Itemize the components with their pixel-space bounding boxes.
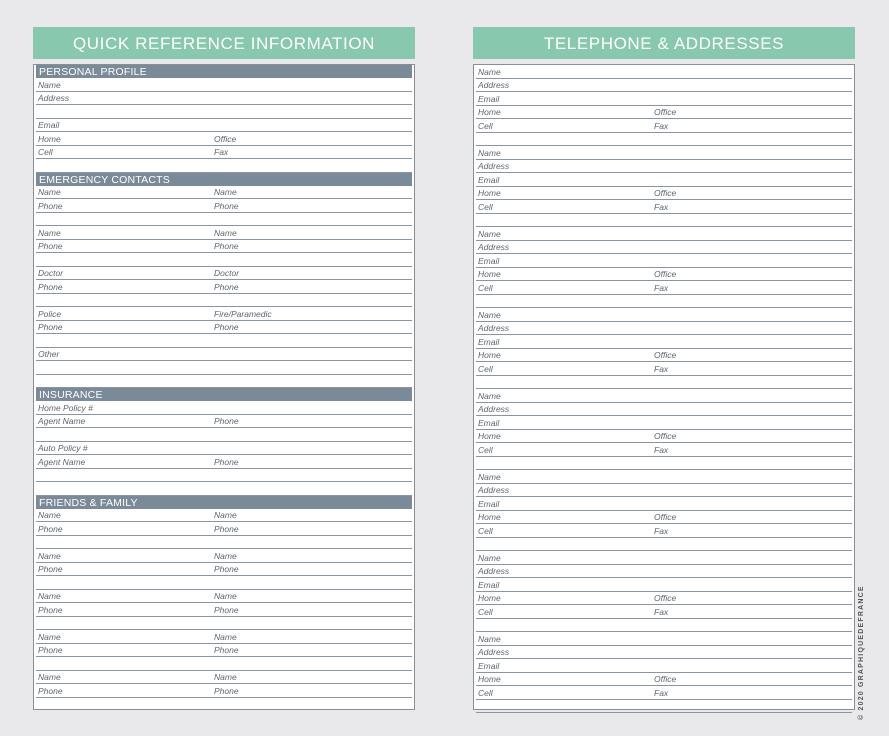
blank-line[interactable] [36, 375, 412, 389]
field-label: Cell [478, 201, 493, 212]
field-label: Fax [654, 282, 669, 293]
blank-line[interactable] [36, 253, 412, 267]
form-line[interactable] [476, 686, 852, 700]
blank-line[interactable] [476, 133, 852, 147]
field-label: Home [478, 674, 501, 684]
blank-line[interactable] [36, 213, 412, 227]
blank-line[interactable] [476, 619, 852, 633]
form-line[interactable] [36, 186, 412, 200]
form-line[interactable] [476, 659, 852, 673]
form-line[interactable] [476, 578, 852, 592]
blank-line[interactable] [476, 700, 852, 714]
blank-line[interactable] [36, 428, 412, 442]
form-line[interactable] [476, 403, 852, 417]
field-label: Phone [38, 281, 63, 292]
field-label: Home [478, 188, 501, 198]
form-line[interactable] [36, 522, 412, 536]
field-label: Cell [478, 363, 493, 374]
field-label: Phone [214, 281, 239, 292]
field-label: Phone [214, 685, 239, 696]
field-label: Phone [38, 604, 63, 615]
field-label: Address [38, 93, 70, 103]
form-line[interactable] [476, 551, 852, 565]
form-line[interactable] [36, 509, 412, 523]
form-line[interactable] [36, 644, 412, 658]
field-label: Name [214, 187, 237, 197]
section-heading: INSURANCE [36, 388, 412, 401]
form-line[interactable] [36, 226, 412, 240]
form-line[interactable] [36, 307, 412, 321]
field-label: Cell [478, 120, 493, 131]
field-label: Address [478, 485, 510, 495]
field-label: Home [478, 431, 501, 441]
blank-line[interactable] [476, 295, 852, 309]
form-line[interactable] [476, 187, 852, 201]
field-label: Address [478, 323, 510, 333]
field-label: Name [38, 550, 61, 561]
form-line[interactable] [476, 632, 852, 646]
field-label: Email [478, 417, 500, 428]
field-label: Cell [38, 147, 53, 157]
field-label: Fax [654, 120, 669, 131]
field-label: Address [478, 647, 510, 657]
form-line[interactable] [36, 78, 412, 92]
field-label: Cell [478, 282, 493, 293]
form-line[interactable] [476, 79, 852, 93]
field-label: Phone [214, 523, 239, 534]
field-label: Fax [654, 444, 669, 455]
form-line[interactable] [476, 308, 852, 322]
form-line[interactable] [36, 455, 412, 469]
form-line[interactable] [36, 240, 412, 254]
field-label: Cell [478, 525, 493, 536]
field-label: Office [214, 133, 237, 144]
field-label: Phone [214, 322, 239, 332]
field-label: Home [478, 512, 501, 522]
form-line[interactable] [36, 630, 412, 644]
field-label: Office [654, 512, 677, 522]
field-label: Office [654, 107, 677, 117]
field-label: Phone [214, 645, 239, 655]
form-line[interactable] [476, 106, 852, 120]
form-line[interactable] [476, 362, 852, 376]
field-label: Home Policy # [38, 402, 93, 413]
field-label: Email [478, 336, 500, 347]
form-line[interactable] [36, 549, 412, 563]
field-label: Email [478, 660, 500, 671]
form-line[interactable] [476, 92, 852, 106]
blank-line[interactable] [476, 538, 852, 552]
blank-line[interactable] [36, 657, 412, 671]
section-heading: FRIENDS & FAMILY [36, 496, 412, 509]
field-label: Address [478, 566, 510, 576]
field-label: Name [38, 631, 61, 642]
field-label: Name [478, 633, 501, 644]
field-label: Email [478, 174, 500, 185]
blank-line[interactable] [36, 361, 412, 375]
field-label: Office [654, 674, 677, 684]
field-label: Name [214, 510, 237, 520]
field-label: Phone [214, 200, 239, 211]
field-label: Phone [38, 200, 63, 211]
field-label: Home [478, 350, 501, 360]
field-label: Phone [214, 564, 239, 574]
form-line[interactable] [36, 92, 412, 106]
form-line[interactable] [476, 430, 852, 444]
field-label: Address [478, 80, 510, 90]
field-label: Doctor [38, 268, 64, 278]
blank-line[interactable] [36, 105, 412, 119]
field-label: Office [654, 350, 677, 360]
field-label: Email [38, 120, 60, 130]
page-title: QUICK REFERENCE INFORMATION [33, 27, 415, 59]
field-label: Email [478, 498, 500, 509]
form-line[interactable] [36, 119, 412, 133]
form-line[interactable] [36, 199, 412, 213]
form-line[interactable] [476, 389, 852, 403]
field-label: Agent Name [38, 456, 86, 467]
form-line[interactable] [476, 281, 852, 295]
form-line[interactable] [476, 605, 852, 619]
form-line[interactable] [476, 443, 852, 457]
field-label: Phone [38, 523, 63, 534]
form-line[interactable] [476, 65, 852, 79]
field-label: Name [38, 187, 61, 197]
form-line[interactable] [36, 590, 412, 604]
field-label: Phone [38, 322, 63, 332]
field-label: Fax [654, 363, 669, 374]
field-label: Fax [654, 687, 669, 698]
form-line[interactable] [36, 671, 412, 685]
field-label: Fax [654, 525, 669, 536]
field-label: Home [478, 593, 501, 603]
form-line[interactable] [36, 415, 412, 429]
telephone-addresses-page [473, 27, 855, 710]
field-label: Email [478, 93, 500, 104]
field-label: Email [478, 579, 500, 590]
field-label: Office [654, 431, 677, 441]
quick-reference-sheet [33, 64, 415, 710]
form-line[interactable] [476, 470, 852, 484]
form-line[interactable] [476, 227, 852, 241]
field-label: Address [478, 242, 510, 252]
field-label: Home [478, 107, 501, 117]
form-line[interactable] [476, 173, 852, 187]
form-line[interactable] [36, 280, 412, 294]
form-line[interactable] [476, 484, 852, 498]
form-line[interactable] [476, 254, 852, 268]
field-label: Agent Name [38, 416, 86, 426]
form-line[interactable] [476, 349, 852, 363]
field-label: Office [654, 593, 677, 603]
field-label: Name [38, 79, 61, 90]
field-label: Name [38, 672, 61, 682]
field-label: Name [478, 552, 501, 563]
section-heading: EMERGENCY CONTACTS [36, 173, 412, 186]
form-line[interactable] [476, 511, 852, 525]
form-line[interactable] [36, 603, 412, 617]
field-label: Address [478, 404, 510, 414]
field-label: Office [654, 269, 677, 279]
field-label: Name [38, 227, 61, 238]
field-label: Cell [478, 687, 493, 698]
field-label: Name [214, 631, 237, 642]
field-label: Name [478, 228, 501, 239]
form-line[interactable] [36, 563, 412, 577]
blank-line[interactable] [36, 536, 412, 550]
field-label: Fax [654, 606, 669, 617]
form-line[interactable] [36, 442, 412, 456]
field-label: Home [478, 269, 501, 279]
field-label: Name [214, 550, 237, 561]
field-label: Phone [214, 604, 239, 615]
field-label: Phone [38, 564, 63, 574]
field-label: Email [478, 255, 500, 266]
section-heading: PERSONAL PROFILE [36, 65, 412, 78]
form-line[interactable] [36, 267, 412, 281]
field-label: Fax [214, 147, 229, 157]
copyright-credit: © 2020 GRAPHIQUEDEFRANCE [858, 585, 865, 720]
form-line[interactable] [36, 132, 412, 146]
field-label: Phone [214, 416, 239, 426]
field-label: Police [38, 308, 62, 319]
field-label: Office [654, 188, 677, 198]
field-label: Fire/Paramedic [214, 308, 272, 319]
field-label: Name [214, 591, 237, 601]
quick-reference-page [33, 27, 415, 710]
field-label: Phone [38, 241, 63, 251]
field-label: Cell [478, 444, 493, 455]
form-line[interactable] [476, 200, 852, 214]
form-line[interactable] [36, 321, 412, 335]
form-line[interactable] [476, 119, 852, 133]
field-label: Name [478, 390, 501, 401]
field-label: Phone [38, 685, 63, 696]
field-label: Phone [214, 456, 239, 467]
field-label: Name [478, 147, 501, 158]
form-line[interactable] [476, 160, 852, 174]
blank-line[interactable] [476, 457, 852, 471]
field-label: Name [38, 510, 61, 520]
blank-line[interactable] [476, 214, 852, 228]
form-line[interactable] [476, 646, 852, 660]
field-label: Name [214, 227, 237, 238]
form-line[interactable] [476, 416, 852, 430]
form-line[interactable] [476, 497, 852, 511]
form-line[interactable] [476, 565, 852, 579]
form-line[interactable] [476, 322, 852, 336]
field-label: Fax [654, 201, 669, 212]
form-line[interactable] [36, 401, 412, 415]
field-label: Other [38, 349, 60, 359]
field-label: Phone [38, 645, 63, 655]
form-line[interactable] [476, 241, 852, 255]
blank-line[interactable] [36, 617, 412, 631]
blank-line[interactable] [36, 482, 412, 496]
field-label: Name [38, 591, 61, 601]
form-line[interactable] [36, 684, 412, 698]
field-label: Doctor [214, 268, 240, 278]
field-label: Name [478, 471, 501, 482]
form-line[interactable] [476, 524, 852, 538]
field-label: Phone [214, 241, 239, 251]
blank-line[interactable] [36, 576, 412, 590]
blank-line[interactable] [36, 159, 412, 173]
field-label: Home [38, 133, 61, 144]
form-line[interactable] [36, 348, 412, 362]
field-label: Address [478, 161, 510, 171]
field-label: Name [478, 66, 501, 77]
field-label: Name [478, 309, 501, 320]
form-line[interactable] [36, 146, 412, 160]
blank-line[interactable] [36, 334, 412, 348]
blank-line[interactable] [36, 469, 412, 483]
form-line[interactable] [476, 146, 852, 160]
blank-line[interactable] [36, 294, 412, 308]
form-line[interactable] [476, 335, 852, 349]
form-line[interactable] [476, 268, 852, 282]
form-line[interactable] [476, 592, 852, 606]
blank-line[interactable] [476, 376, 852, 390]
page-title: TELEPHONE & ADDRESSES [473, 27, 855, 59]
field-label: Cell [478, 606, 493, 617]
field-label: Name [214, 672, 237, 682]
address-sheet [473, 64, 855, 710]
field-label: Auto Policy # [38, 443, 88, 453]
form-line[interactable] [476, 673, 852, 687]
